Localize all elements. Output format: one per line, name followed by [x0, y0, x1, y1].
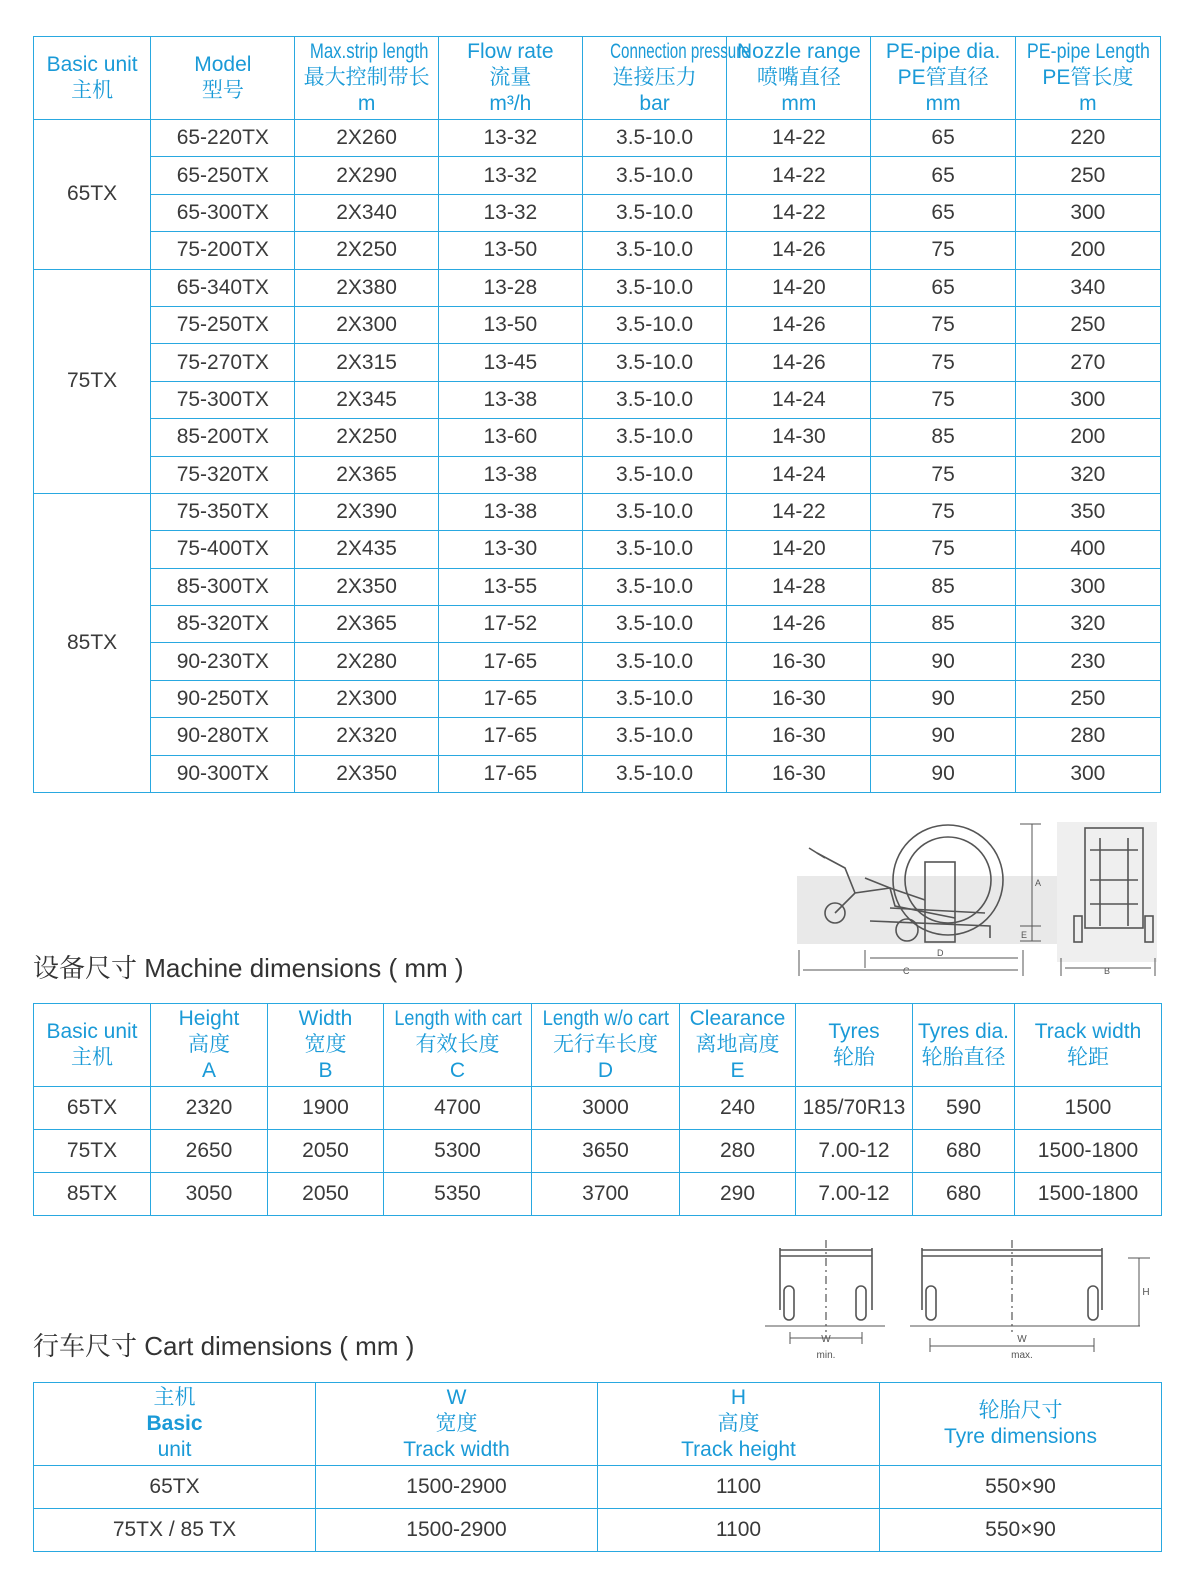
cart-dimensions-table [33, 1382, 1162, 1552]
table-row [34, 643, 1161, 680]
table-cell: 240 [680, 1087, 796, 1130]
table-cell: 90-300TX [151, 755, 295, 792]
table-cell: 14-24 [727, 456, 871, 493]
table-cell: 13-30 [438, 531, 582, 568]
table-cell: 65-300TX [151, 194, 295, 231]
table-row [34, 680, 1161, 717]
table-cell: 14-26 [727, 606, 871, 643]
header-length-with-cart: Length with cart 有效长度 C [384, 1004, 532, 1087]
table-cell: 13-38 [438, 493, 582, 530]
table-cell: 65-220TX [151, 120, 295, 157]
table-cell: 14-22 [727, 120, 871, 157]
table-cell: 220 [1015, 120, 1160, 157]
header-pe-pipe-length: PE-pipe Length PE管长度 m [1015, 37, 1160, 120]
header-height: Height 高度 A [151, 1004, 268, 1087]
table-cell: 2X290 [295, 157, 438, 194]
table-cell: 2X300 [295, 306, 438, 343]
table-cell: 75-270TX [151, 344, 295, 381]
table-row [34, 344, 1161, 381]
table-cell: 2X380 [295, 269, 438, 306]
table-cell: 3.5-10.0 [582, 456, 726, 493]
table-cell: 7.00-12 [796, 1173, 913, 1216]
table-cell: 65 [871, 194, 1015, 231]
table-cell: 3.5-10.0 [582, 419, 726, 456]
table-cell: 90 [871, 755, 1015, 792]
table-cell: 300 [1015, 568, 1160, 605]
table-cell: 250 [1015, 306, 1160, 343]
table-cell: 2650 [151, 1130, 268, 1173]
table-cell: 300 [1015, 194, 1160, 231]
table-cell: 1100 [598, 1466, 880, 1509]
dim-label-b: B [1104, 966, 1111, 976]
table-row [34, 120, 1161, 157]
table-cell: 550×90 [880, 1509, 1162, 1552]
table-cell: 2X320 [295, 718, 438, 755]
table-cell: 90 [871, 718, 1015, 755]
table-cell: 14-20 [727, 269, 871, 306]
table-cell: 320 [1015, 606, 1160, 643]
table-cell: 200 [1015, 419, 1160, 456]
table-cell: 75 [871, 381, 1015, 418]
spec-table-body [34, 120, 1161, 793]
machine-table-body [34, 1087, 1162, 1216]
cart-label-max: max. [1011, 1350, 1033, 1361]
cart-label-h: H [1142, 1287, 1150, 1298]
table-cell: 1500 [1015, 1087, 1162, 1130]
cart-label-w-min: W [821, 1334, 831, 1345]
table-cell: 13-60 [438, 419, 582, 456]
table-cell: 13-55 [438, 568, 582, 605]
table-cell: 1500-2900 [316, 1509, 598, 1552]
table-cell: 290 [680, 1173, 796, 1216]
table-cell: 2X315 [295, 344, 438, 381]
header-basic-unit: 主机 Basic unit [34, 1383, 316, 1466]
table-cell: 17-65 [438, 680, 582, 717]
cart-dimensions-title: 行车尺寸 Cart dimensions ( mm ) [33, 1331, 415, 1361]
header-tyres-dia: Tyres dia. 轮胎直径 [913, 1004, 1015, 1087]
table-cell: 13-38 [438, 456, 582, 493]
table-cell: 280 [1015, 718, 1160, 755]
table-cell: 13-45 [438, 344, 582, 381]
table-cell: 2X390 [295, 493, 438, 530]
table-cell: 16-30 [727, 718, 871, 755]
table-cell: 270 [1015, 344, 1160, 381]
header-track-height: H 高度 Track height [598, 1383, 880, 1466]
table-row [34, 381, 1161, 418]
table-cell: 1500-2900 [316, 1466, 598, 1509]
header-tyres: Tyres 轮胎 [796, 1004, 913, 1087]
table-cell: 85 [871, 419, 1015, 456]
table-cell: 3.5-10.0 [582, 306, 726, 343]
table-cell: 250 [1015, 680, 1160, 717]
table-cell: 3.5-10.0 [582, 718, 726, 755]
table-cell: 85-200TX [151, 419, 295, 456]
table-cell: 1500-1800 [1015, 1130, 1162, 1173]
cart-label-min: min. [816, 1350, 836, 1361]
table-row [34, 306, 1161, 343]
table-row [34, 456, 1161, 493]
machine-dimensions-table [33, 1003, 1162, 1216]
table-cell: 340 [1015, 269, 1160, 306]
table-cell: 14-26 [727, 306, 871, 343]
table-cell: 185/70R13 [796, 1087, 913, 1130]
table-cell: 17-52 [438, 606, 582, 643]
table-cell: 2X340 [295, 194, 438, 231]
table-row [34, 568, 1161, 605]
table-cell: 1500-1800 [1015, 1173, 1162, 1216]
table-cell: 75-200TX [151, 232, 295, 269]
table-cell: 75 [871, 531, 1015, 568]
table-cell: 75TX / 85 TX [34, 1509, 316, 1552]
table-cell: 16-30 [727, 680, 871, 717]
header-pe-pipe-dia: PE-pipe dia. PE管直径 mm [871, 37, 1015, 120]
table-cell: 250 [1015, 157, 1160, 194]
table-cell: 13-38 [438, 381, 582, 418]
machine-side-view-diagram [795, 818, 1160, 980]
table-cell: 17-65 [438, 755, 582, 792]
table-cell: 14-20 [727, 531, 871, 568]
table-cell: 13-50 [438, 306, 582, 343]
cart-table-body [34, 1466, 1162, 1552]
table-cell: 3700 [532, 1173, 680, 1216]
table-cell: 75 [871, 306, 1015, 343]
table-cell: 3.5-10.0 [582, 606, 726, 643]
table-row [34, 232, 1161, 269]
table-cell: 14-26 [727, 232, 871, 269]
table-cell: 3.5-10.0 [582, 232, 726, 269]
table-cell: 300 [1015, 381, 1160, 418]
table-cell: 90-230TX [151, 643, 295, 680]
table-cell: 7.00-12 [796, 1130, 913, 1173]
table-cell: 320 [1015, 456, 1160, 493]
table-cell: 2X435 [295, 531, 438, 568]
header-basic-unit: Basic unit 主机 [34, 37, 151, 120]
cart-label-w-max: W [1017, 1334, 1027, 1345]
machine-dimensions-title: 设备尺寸 Machine dimensions ( mm ) [33, 953, 464, 983]
table-cell: 65 [871, 157, 1015, 194]
table-cell: 3.5-10.0 [582, 157, 726, 194]
spec-table [33, 36, 1161, 793]
table-cell: 2X250 [295, 232, 438, 269]
table-cell: 75 [871, 456, 1015, 493]
table-cell: 85TX [34, 1173, 151, 1216]
table-cell: 75 [871, 493, 1015, 530]
table-cell: 75 [871, 232, 1015, 269]
table-cell: 65TX [34, 1466, 316, 1509]
table-cell: 65 [871, 120, 1015, 157]
table-cell: 75-250TX [151, 306, 295, 343]
basic-unit-cell: 85TX [34, 493, 151, 792]
header-width: Width 宽度 B [268, 1004, 384, 1087]
header-connection-pressure: Connection pressure 连接压力 bar [582, 37, 726, 120]
table-row [34, 419, 1161, 456]
table-cell: 1100 [598, 1509, 880, 1552]
table-cell: 3.5-10.0 [582, 344, 726, 381]
table-cell: 230 [1015, 643, 1160, 680]
header-nozzle-range: Nozzle range 喷嘴直径 mm [727, 37, 871, 120]
table-cell: 75 [871, 344, 1015, 381]
table-cell: 400 [1015, 531, 1160, 568]
table-cell: 75-400TX [151, 531, 295, 568]
table-row [34, 1130, 1162, 1173]
table-cell: 3.5-10.0 [582, 680, 726, 717]
header-length-without-cart: Length w/o cart 无行车长度 D [532, 1004, 680, 1087]
table-cell: 3.5-10.0 [582, 194, 726, 231]
table-cell: 85 [871, 568, 1015, 605]
table-cell: 590 [913, 1087, 1015, 1130]
table-cell: 2050 [268, 1173, 384, 1216]
table-cell: 2X260 [295, 120, 438, 157]
table-cell: 14-24 [727, 381, 871, 418]
basic-unit-cell: 75TX [34, 269, 151, 493]
table-row [34, 269, 1161, 306]
table-cell: 2X365 [295, 456, 438, 493]
table-cell: 2X300 [295, 680, 438, 717]
table-cell: 85-300TX [151, 568, 295, 605]
table-cell: 14-22 [727, 194, 871, 231]
table-cell: 2X250 [295, 419, 438, 456]
table-cell: 14-26 [727, 344, 871, 381]
table-cell: 2X280 [295, 643, 438, 680]
table-cell: 16-30 [727, 643, 871, 680]
dim-label-c: C [903, 966, 910, 976]
table-cell: 3.5-10.0 [582, 531, 726, 568]
cart-dimensions-diagram [760, 1240, 1160, 1365]
header-tyre-dimensions: 轮胎尺寸 Tyre dimensions [880, 1383, 1162, 1466]
table-cell: 13-32 [438, 157, 582, 194]
dim-label-e: E [1021, 930, 1028, 940]
basic-unit-cell: 65TX [34, 120, 151, 270]
table-cell: 90-280TX [151, 718, 295, 755]
table-cell: 14-22 [727, 157, 871, 194]
table-cell: 14-22 [727, 493, 871, 530]
table-cell: 280 [680, 1130, 796, 1173]
table-cell: 13-32 [438, 120, 582, 157]
table-cell: 2X365 [295, 606, 438, 643]
table-cell: 65-340TX [151, 269, 295, 306]
header-track-width: W 宽度 Track width [316, 1383, 598, 1466]
table-cell: 90-250TX [151, 680, 295, 717]
table-cell: 3.5-10.0 [582, 643, 726, 680]
table-cell: 17-65 [438, 643, 582, 680]
table-cell: 1900 [268, 1087, 384, 1130]
table-cell: 3050 [151, 1173, 268, 1216]
table-cell: 3650 [532, 1130, 680, 1173]
header-model: Model 型号 [151, 37, 295, 120]
header-clearance: Clearance 离地高度 E [680, 1004, 796, 1087]
table-cell: 13-28 [438, 269, 582, 306]
dim-label-d: D [937, 948, 944, 958]
table-cell: 3000 [532, 1087, 680, 1130]
table-cell: 2X350 [295, 755, 438, 792]
table-cell: 300 [1015, 755, 1160, 792]
table-cell: 75-320TX [151, 456, 295, 493]
table-cell: 17-65 [438, 718, 582, 755]
table-cell: 3.5-10.0 [582, 493, 726, 530]
table-cell: 14-30 [727, 419, 871, 456]
table-cell: 90 [871, 680, 1015, 717]
table-cell: 65TX [34, 1087, 151, 1130]
table-cell: 3.5-10.0 [582, 568, 726, 605]
table-cell: 200 [1015, 232, 1160, 269]
table-cell: 2X345 [295, 381, 438, 418]
table-row [34, 531, 1161, 568]
table-row [34, 1087, 1162, 1130]
table-cell: 3.5-10.0 [582, 269, 726, 306]
table-cell: 2050 [268, 1130, 384, 1173]
header-track-width: Track width 轮距 [1015, 1004, 1162, 1087]
table-cell: 13-32 [438, 194, 582, 231]
table-cell: 3.5-10.0 [582, 755, 726, 792]
table-cell: 16-30 [727, 755, 871, 792]
header-flow-rate: Flow rate 流量 m³/h [438, 37, 582, 120]
table-cell: 350 [1015, 493, 1160, 530]
table-cell: 90 [871, 643, 1015, 680]
table-row [34, 1173, 1162, 1216]
table-row [34, 157, 1161, 194]
header-basic-unit: Basic unit 主机 [34, 1004, 151, 1087]
table-cell: 680 [913, 1130, 1015, 1173]
table-row [34, 718, 1161, 755]
table-cell: 65 [871, 269, 1015, 306]
spec-table-header-row [34, 37, 1161, 120]
table-cell: 85-320TX [151, 606, 295, 643]
table-cell: 5350 [384, 1173, 532, 1216]
table-row [34, 493, 1161, 530]
table-row [34, 1509, 1162, 1552]
table-cell: 550×90 [880, 1466, 1162, 1509]
table-cell: 13-50 [438, 232, 582, 269]
machine-table-header-row [34, 1004, 1162, 1087]
table-cell: 680 [913, 1173, 1015, 1216]
table-cell: 3.5-10.0 [582, 381, 726, 418]
table-cell: 75-300TX [151, 381, 295, 418]
table-cell: 2X350 [295, 568, 438, 605]
table-cell: 2320 [151, 1087, 268, 1130]
header-max-strip-length: Max.strip length 最大控制带长 m [295, 37, 438, 120]
table-row [34, 194, 1161, 231]
table-row [34, 606, 1161, 643]
table-row [34, 755, 1161, 792]
table-cell: 14-28 [727, 568, 871, 605]
table-cell: 85 [871, 606, 1015, 643]
dim-label-a: A [1035, 878, 1042, 888]
table-cell: 75TX [34, 1130, 151, 1173]
table-cell: 4700 [384, 1087, 532, 1130]
table-cell: 75-350TX [151, 493, 295, 530]
table-cell: 3.5-10.0 [582, 120, 726, 157]
cart-table-header-row [34, 1383, 1162, 1466]
table-row [34, 1466, 1162, 1509]
table-cell: 5300 [384, 1130, 532, 1173]
table-cell: 65-250TX [151, 157, 295, 194]
